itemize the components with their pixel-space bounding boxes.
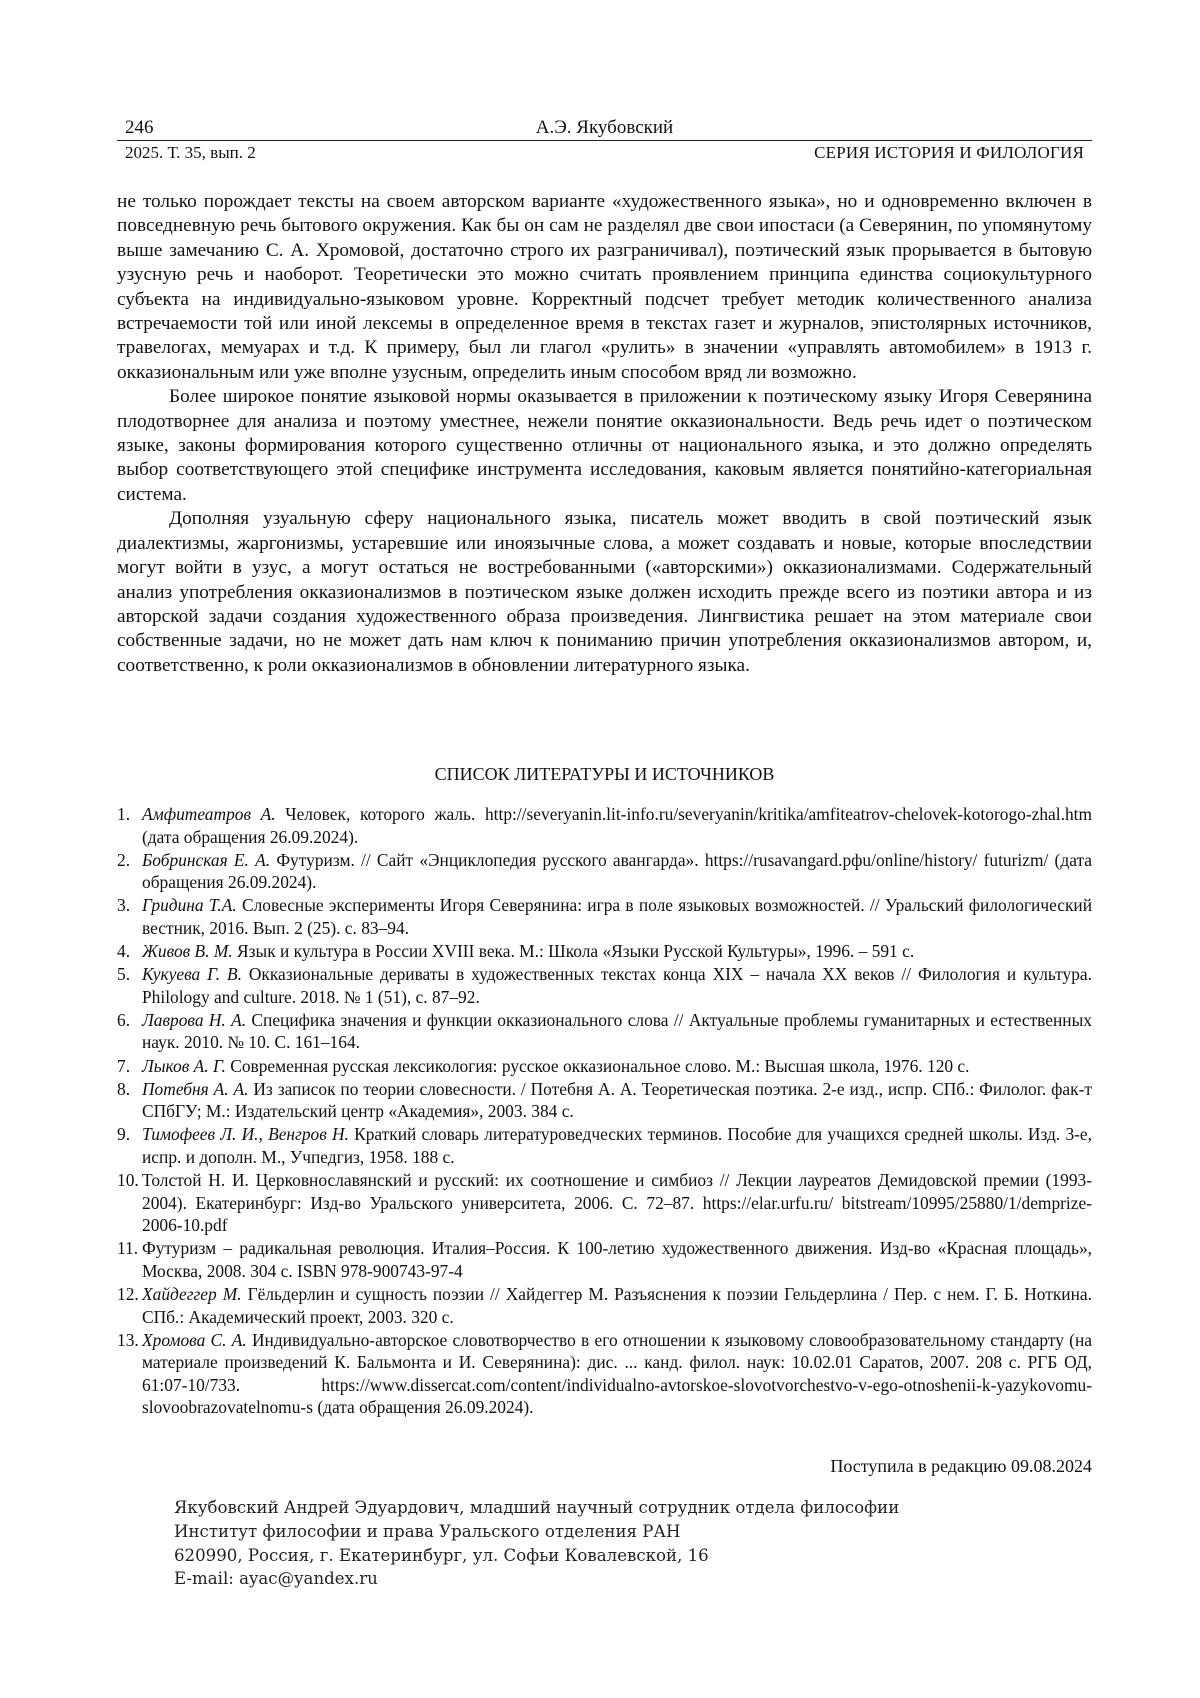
paragraph: не только порождает тексты на своем авторском варианте «художественного языка», но и одновременно включен в повседневную речь бытового окружения. Как бы он сам не разделял две свои ипостаси (а Северянин, по упомянутому выше замечанию С. А. Хромовой, достаточно строго их разграничивал), поэтический язык прорывается в бытовую узусную речь и наоборот. Теоретически это можно считать проявлением принципа единства социокультурного субъекта на индивидуально-языковом уровне. Корректный подсчет требует методик количественного анализа встречаемости той или иной лексемы в определенное время в текстах газет и журналов, эпистолярных источников, травелогах, мемуарах и т.д. К примеру, был ли глагол «рулить» в значении «управлять автомобилем» в 1913 г. окказиональным или уже вполне узусным, определить иным способом вряд ли возможно. xyxy=(117,191,1092,383)
references-heading: СПИСОК ЛИТЕРАТУРЫ И ИСТОЧНИКОВ xyxy=(434,764,775,784)
reference-number: 2. xyxy=(117,849,131,870)
reference-text: Человек, которого жаль. http://severyanin.lit-info.ru/severyanin/kritika/amfiteatrov-chelovek-kotorogo-zhal.htm (дата обращения 26.09.2024). xyxy=(142,804,1092,847)
reference-author: Бобринская Е. А. xyxy=(142,849,271,870)
reference-item xyxy=(117,1169,1092,1237)
reference-number: 12. xyxy=(117,1283,139,1304)
page-number: 246 xyxy=(125,117,154,138)
reference-number: 3. xyxy=(117,895,131,916)
references-list xyxy=(117,803,1092,1420)
reference-text: Толстой Н. И. Церковнославянский и русский: их соотношение и симбиоз // Лекции лауреатов Демидовской премии (1993-2004). Екатеринбург: Изд-во Уральского университета, 2006. С. 72–87. https://elar.urfu.ru/ bitstream/10995/25880/1/demprize-2006-10.pdf xyxy=(142,1170,1092,1236)
reference-item xyxy=(117,1123,1092,1168)
reference-author: Потебня А. А. xyxy=(142,1078,249,1099)
reference-author: Кукуева Г. В. xyxy=(142,964,242,985)
reference-author: Лыков А. Г. xyxy=(142,1055,226,1076)
reference-text: Футуризм. // Сайт «Энциклопедия русского авангарда». https://rusavangard.рфu/online/history/ futurizm/ (дата обращения 26.09.2024). xyxy=(142,849,1092,893)
reference-author: Тимофеев Л. И., Венгров Н. xyxy=(142,1124,349,1145)
issue-info: 2025. Т. 35, вып. 2 xyxy=(125,143,256,162)
paragraph: Дополняя узуальную сферу национального языка, писатель может вводить в свой поэтический язык диалектизмы, жаргонизмы, устаревшие или иноязычные слова, а может создавать и новые, которые впоследствии могут войти в узус, а могут остаться не востребованными («авторскими») окказионализмами. Содержательный анализ употребления окказионализмов в поэтическом языке должен исходить прежде всего из поэтики автора и из авторской задачи создания художественного образа произведения. Лингвистика решает на этом материале свои собственные задачи, но не может дать нам ключ к пониманию причин употребления окказионализмов автором, и, соответственно, к роли окказионализмов в обновлении литературного языка. xyxy=(117,508,1092,676)
reference-text: Окказиональные дериваты в художественных текстах конца XIX – начала XX веков // Филология и культура. Philology and culture. 2018. № 1 (51), с. 87–92. xyxy=(142,964,1092,1007)
reference-author: Амфитеатров А. xyxy=(142,804,276,824)
received-date: Поступила в редакцию 09.08.2024 xyxy=(830,1456,1092,1476)
reference-number: 1. xyxy=(117,804,131,824)
reference-number: 6. xyxy=(117,1009,131,1030)
author-address: 620990, Россия, г. Екатеринбург, ул. Софьи Ковалевской, 16 xyxy=(174,1545,709,1565)
reference-text: Краткий словарь литературоведческих терминов. Пособие для учащихся средней школы. Изд. 3-е, испр. и дополн. М., Учпедгиз, 1958. 188 с. xyxy=(142,1124,1093,1167)
reference-number: 11. xyxy=(117,1238,139,1259)
reference-text: Словесные эксперименты Игоря Северянина: игра в поле языковых возможностей. // Уральский филологический вестник, 2016. Вып. 2 (25). с. 83–94. xyxy=(142,895,1093,938)
author-info xyxy=(174,1496,899,1591)
reference-number: 5. xyxy=(117,964,131,985)
author-name-position: Якубовский Андрей Эдуардович, младший научный сотрудник отдела философии xyxy=(174,1498,900,1517)
running-subheader xyxy=(117,140,1092,165)
reference-text: Язык и культура в России XVIII века. М.: Школа «Языки Русской Культуры», 1996. – 591 с. xyxy=(232,941,915,962)
reference-number: 4. xyxy=(117,941,131,962)
reference-item xyxy=(117,1009,1092,1054)
reference-author: Лаврова Н. А. xyxy=(142,1009,247,1030)
reference-item xyxy=(117,1237,1092,1282)
reference-text: Футуризм – радикальная революция. Италия–Россия. К 100-летию художественного движения. Изд-во «Красная площадь», Москва, 2008. 304 с. ISBN 978-900743-97-4 xyxy=(142,1238,1092,1281)
reference-author: Гридина Т.А. xyxy=(142,895,237,916)
header-author: А.Э. Якубовский xyxy=(535,117,674,138)
reference-item xyxy=(117,963,1092,1008)
author-institution: Институт философии и права Уральского отделения РАН xyxy=(174,1521,681,1541)
reference-text: Индивидуально-авторское словотворчество в его отношении к языковому словообразовательному стандарту (на материале произведений К. Бальмонта и И. Северянина): дис. ... канд. филол. наук: 10.02.01 Саратов, 2007. 208 с. РГБ ОД, 61:07-10/733. https://www.dissercat.com/content/individualno-avtorskoe-slovotvorchestvo-v-ego-otnoshenii-k-yazykovomu-slovoobrazovatelnomu-s (дата обращения 26.09.2024). xyxy=(142,1329,1092,1418)
author-email: E-mail: ayac@yandex.ru xyxy=(174,1569,378,1589)
running-header xyxy=(117,117,1092,139)
reference-text: Специфика значения и функции окказионального слова // Актуальные проблемы гуманитарных и естественных наук. 2010. № 10. С. 161–164. xyxy=(142,1009,1092,1053)
reference-item xyxy=(117,1055,1092,1078)
article-body xyxy=(117,190,1092,678)
reference-author: Хромова С. А. xyxy=(142,1329,247,1350)
reference-item xyxy=(117,1329,1092,1419)
reference-item xyxy=(117,894,1092,939)
reference-item xyxy=(117,849,1092,894)
reference-item xyxy=(117,803,1092,848)
series-title: СЕРИЯ ИСТОРИЯ И ФИЛОЛОГИЯ xyxy=(814,143,1084,162)
reference-number: 10. xyxy=(117,1170,139,1190)
reference-number: 9. xyxy=(117,1124,131,1145)
reference-text: Из записок по теории словесности. / Потебня А. А. Теоретическая поэтика. 2-е изд., испр. СПб.: Филолог. фак-т СПбГУ; М.: Издательский центр «Академия», 2003. 384 с. xyxy=(142,1078,1092,1122)
reference-item xyxy=(117,1283,1092,1328)
reference-number: 8. xyxy=(117,1078,131,1099)
paragraph: Более широкое понятие языковой нормы оказывается в приложении к поэтическому языку Игоря Северянина плодотворнее для анализа и поэтому уместнее, нежели понятие окказиональности. Ведь речь идет о поэтическом языке, законы формирования которого существенно отличны от национального языка, и это должно определять выбор соответствующего этой специфике инструмента исследования, каковым является понятийно-категориальная система. xyxy=(117,386,1092,505)
reference-text: Современная русская лексикология: русское окказиональное слово. М.: Высшая школа, 1976. 120 с. xyxy=(225,1055,970,1076)
reference-text: Гёльдерлин и сущность поэзии // Хайдеггер М. Разъяснения к поэзии Гельдерлина / Пер. с нем. Г. Б. Ноткина. СПб.: Академический проект, 2003. 320 с. xyxy=(142,1283,1092,1327)
reference-author: Хайдеггер М. xyxy=(142,1283,242,1304)
reference-number: 13. xyxy=(117,1329,139,1350)
reference-author: Живов В. М. xyxy=(142,941,233,962)
reference-item xyxy=(117,1078,1092,1123)
reference-item xyxy=(117,940,1092,963)
reference-number: 7. xyxy=(117,1055,131,1076)
